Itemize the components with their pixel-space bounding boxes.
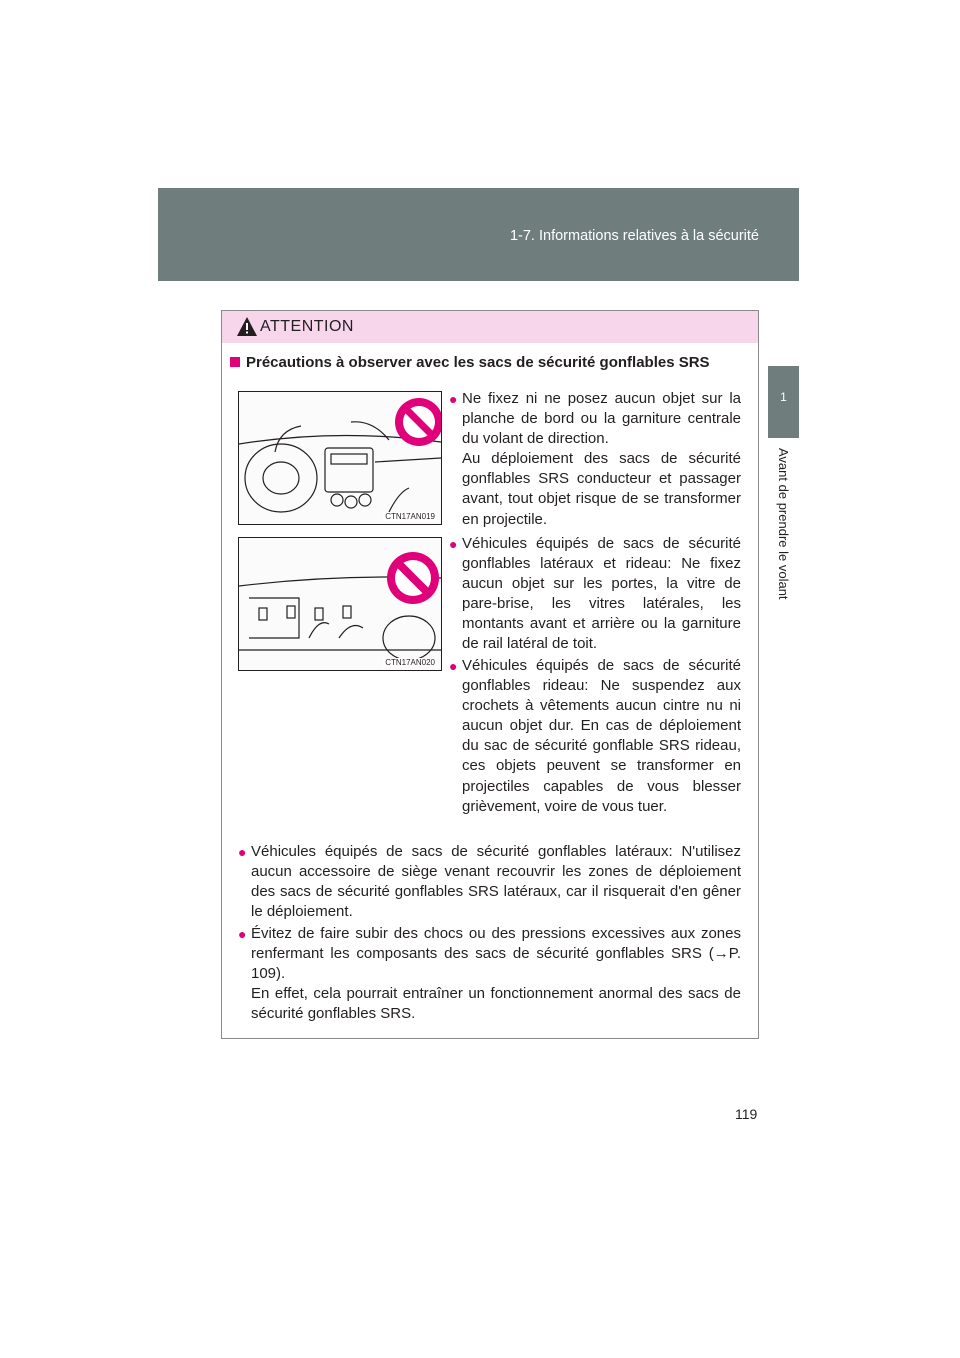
- bullet-item: [449, 534, 741, 655]
- bullet-text: Ne fixez ni ne posez aucun objet sur la planche de bord ou la garniture centrale du volant de direction.: [462, 390, 741, 448]
- bullet-item: [449, 656, 741, 817]
- warning-triangle-icon: [236, 316, 258, 338]
- bullet-dot-icon: ●: [238, 926, 247, 942]
- bullet-item: [238, 842, 741, 922]
- chapter-tab: 1: [768, 366, 799, 438]
- chapter-header-band: [158, 188, 799, 281]
- figure-code: CTN17AN019: [385, 512, 435, 521]
- bullet-text: Véhicules équipés de sacs de sécurité gonflables rideau: Ne suspendez aux crochets à vêtements aucun cintre nu ni aucun objet dur. En cas de déploiement du sac de sécurité gonflable SRS rideau, ces objets peuvent se transformer en projectiles capables de vous blesser grièvement, voire de vous tuer.: [462, 657, 741, 815]
- interior-illustration: [239, 538, 441, 670]
- figure-code: CTN17AN020: [385, 658, 435, 667]
- bullet-dot-icon: ●: [449, 536, 458, 552]
- bullet-text: Évitez de faire subir des chocs ou des pressions excessives aux zones renfermant les composants des sacs de sécurité gonflables SRS (→P. 109).: [251, 925, 741, 983]
- chapter-title: 1-7. Informations relatives à la sécurité: [509, 228, 759, 244]
- dashboard-figure: [238, 391, 442, 525]
- section-title-text: Précautions à observer avec les sacs de sécurité gonflables SRS: [246, 354, 710, 371]
- dashboard-illustration: [239, 392, 441, 524]
- bullet-item: [238, 924, 741, 1024]
- section-title: [230, 354, 710, 371]
- bullet-dot-icon: ●: [449, 391, 458, 407]
- bullet-text: En effet, cela pourrait entraîner un fonctionnement anormal des sacs de sécurité gonflables SRS.: [251, 985, 741, 1023]
- bullet-text: Au déploiement des sacs de sécurité gonflables SRS conducteur et passager avant, tout objet risque de se transformer en projectile.: [462, 450, 741, 528]
- warning-heading: ATTENTION: [260, 318, 354, 335]
- side-chapter-label: [770, 448, 798, 618]
- bullet-dot-icon: ●: [449, 658, 458, 674]
- side-curtain-figure: [238, 537, 442, 671]
- warning-header: [222, 311, 758, 343]
- bullet-dot-icon: ●: [238, 844, 247, 860]
- bullet-text: Véhicules équipés de sacs de sécurité gonflables latéraux: N'utilisez aucun accessoire de siège venant recouvrir les zones de déploiement des sacs de sécurité gonflables SRS latéraux, car il risquerait d'en gêner le déploiement.: [251, 843, 741, 921]
- bullet-text: Véhicules équipés de sacs de sécurité gonflables latéraux et rideau: Ne fixez aucun objet sur les portes, la vitre de pare-brise, les vitres latérales, les montants avant et arrière ou la garniture de rail latéral de toit.: [462, 535, 741, 653]
- page-number: 119: [735, 1106, 758, 1122]
- section-square-icon: [230, 357, 240, 367]
- side-chapter-label-text: Avant de prendre le volant: [776, 448, 791, 600]
- bullet-item: [449, 389, 741, 530]
- warning-box: [221, 310, 759, 1039]
